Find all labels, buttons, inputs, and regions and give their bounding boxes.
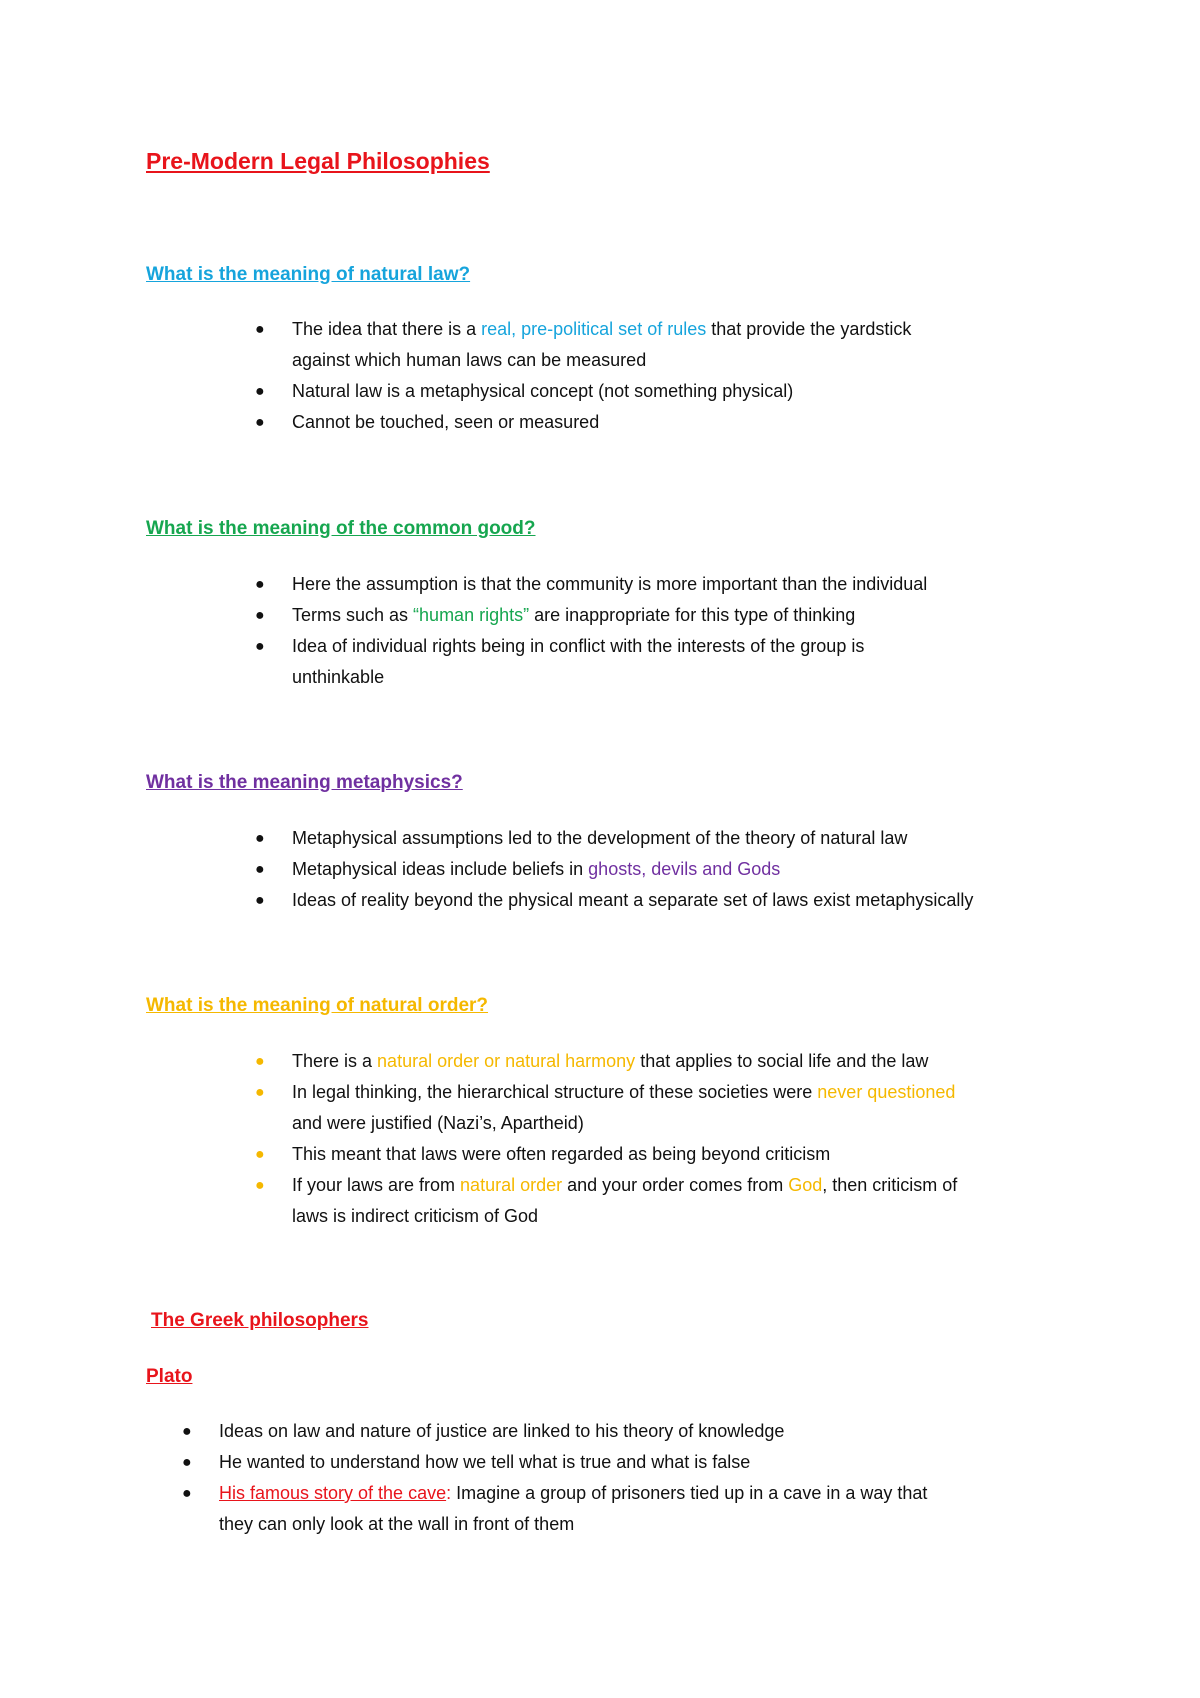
list-natural-law xyxy=(255,314,1072,438)
heading-metaphysics: What is the meaning metaphysics? xyxy=(146,772,463,793)
highlight-text: natural order xyxy=(460,1175,563,1195)
bullet-icon: ● xyxy=(255,892,265,909)
text: they can only look at the wall in front of them xyxy=(219,1514,575,1534)
text: are inappropriate for this type of thinking xyxy=(529,605,856,625)
bullet-icon: ● xyxy=(182,1423,192,1440)
list-common-good xyxy=(255,569,1072,693)
bullet-icon: ● xyxy=(255,607,265,624)
list-item xyxy=(255,631,1072,693)
heading-plato: Plato xyxy=(146,1366,193,1387)
highlight-text: natural order or natural harmony xyxy=(377,1051,636,1071)
highlight-text: real, pre-political set of rules xyxy=(481,319,707,339)
bullet-icon: ● xyxy=(182,1454,192,1471)
bullet-icon: ● xyxy=(255,383,265,400)
bullet-icon: ● xyxy=(182,1485,192,1502)
highlight-text: ghosts, devils and Gods xyxy=(588,859,781,879)
text: that applies to social life and the law xyxy=(635,1051,929,1071)
text: In legal thinking, the hierarchical structure of these societies were xyxy=(292,1082,818,1102)
text: against which human laws can be measured xyxy=(292,350,647,370)
bullet-icon: ● xyxy=(255,861,265,878)
text: He wanted to understand how we tell what is true and what is false xyxy=(219,1452,751,1472)
text: laws is indirect criticism of God xyxy=(292,1206,539,1226)
list-item xyxy=(255,854,1092,885)
bullet-icon: ● xyxy=(255,414,265,431)
bullet-icon: ● xyxy=(255,1084,265,1101)
text: Cannot be touched, seen or measured xyxy=(292,412,600,432)
text: Terms such as xyxy=(292,605,414,625)
text: : xyxy=(446,1483,452,1503)
list-item xyxy=(182,1447,1079,1478)
page-title: Pre-Modern Legal Philosophies xyxy=(146,148,490,174)
bullet-icon: ● xyxy=(255,321,265,338)
text: and were justified (Nazi’s, Apartheid) xyxy=(292,1113,584,1133)
highlight-text: “human rights” xyxy=(413,605,530,625)
bullet-icon: ● xyxy=(255,638,265,655)
text: and your order comes from xyxy=(562,1175,789,1195)
text: This meant that laws were often regarded as being beyond criticism xyxy=(292,1144,831,1164)
list-item xyxy=(255,569,1072,600)
text: The idea that there is a xyxy=(292,319,482,339)
list-natural-order xyxy=(255,1046,1092,1232)
list-item xyxy=(255,1170,1092,1232)
list-item xyxy=(182,1478,1079,1540)
text: If your laws are from xyxy=(292,1175,461,1195)
heading-natural-order: What is the meaning of natural order? xyxy=(146,995,489,1016)
list-item xyxy=(255,823,1092,854)
heading-greek-philosophers: The Greek philosophers xyxy=(151,1310,369,1331)
bullet-icon: ● xyxy=(255,1146,265,1163)
heading-natural-law: What is the meaning of natural law? xyxy=(146,264,471,285)
text: Metaphysical ideas include beliefs in xyxy=(292,859,589,879)
heading-common-good: What is the meaning of the common good? xyxy=(146,518,536,539)
bullet-icon: ● xyxy=(255,576,265,593)
highlight-text: His famous story of the cave xyxy=(219,1483,447,1503)
highlight-text: never questioned xyxy=(817,1082,956,1102)
text: Ideas on law and nature of justice are linked to his theory of knowledge xyxy=(219,1421,785,1441)
list-item xyxy=(255,314,1072,376)
list-item xyxy=(255,407,1072,438)
text: Ideas of reality beyond the physical meant a separate set of laws exist metaphysically xyxy=(292,890,974,910)
text: , then criticism of xyxy=(822,1175,958,1195)
text: Natural law is a metaphysical concept (not something physical) xyxy=(292,381,794,401)
text: There is a xyxy=(292,1051,378,1071)
list-item xyxy=(255,885,1092,916)
list-item xyxy=(255,1077,1092,1139)
list-item xyxy=(255,1139,1092,1170)
bullet-icon: ● xyxy=(255,1053,265,1070)
bullet-icon: ● xyxy=(255,830,265,847)
text: Idea of individual rights being in conflict with the interests of the group is xyxy=(292,636,865,656)
list-metaphysics xyxy=(255,823,1092,916)
list-item xyxy=(255,376,1072,407)
text: Imagine a group of prisoners tied up in a cave in a way that xyxy=(451,1483,928,1503)
text: Metaphysical assumptions led to the development of the theory of natural law xyxy=(292,828,908,848)
list-item xyxy=(255,1046,1092,1077)
text: Here the assumption is that the community is more important than the individual xyxy=(292,574,928,594)
bullet-icon: ● xyxy=(255,1177,265,1194)
list-item xyxy=(182,1416,1079,1447)
highlight-text: God xyxy=(788,1175,823,1195)
text: that provide the yardstick xyxy=(706,319,912,339)
list-plato xyxy=(182,1416,1079,1540)
text: unthinkable xyxy=(292,667,385,687)
list-item xyxy=(255,600,1072,631)
